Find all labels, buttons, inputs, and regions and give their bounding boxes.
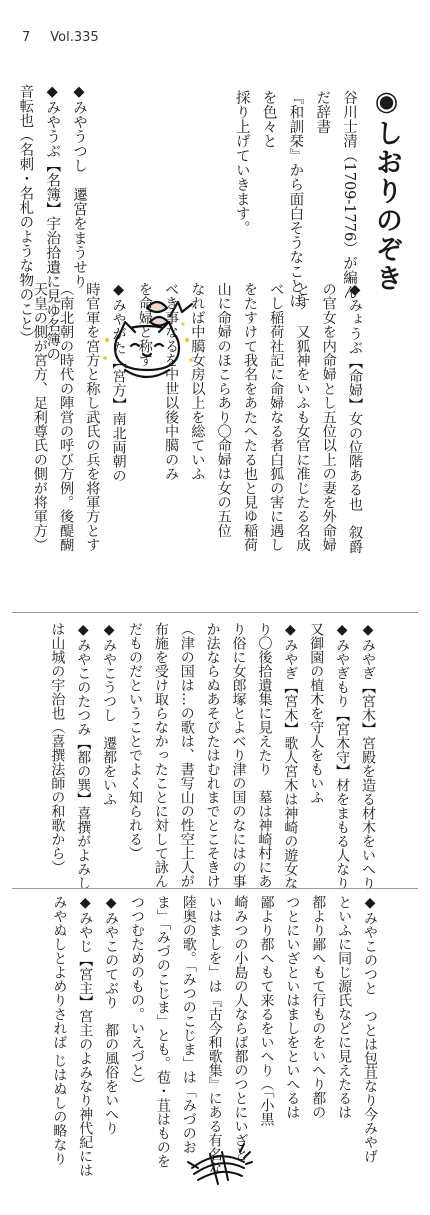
text-line: 時官軍を宮方と称し武氏の兵を将軍方とす: [84, 282, 101, 552]
text-line: り〇後拾遺集に見えたり 墓は神崎村にあ: [256, 622, 273, 888]
intro-line: 採り上げていきます。: [233, 90, 250, 235]
text-line: ◆みやがた【宮方】南北両朝の: [110, 282, 127, 483]
text-line: ◆みやぎもり【宮木守】材をまもる人なり: [334, 622, 351, 890]
text-line: か法ならぬあそびたはむれまでとこそきけ: [204, 622, 221, 888]
text-line: 布施を受け取らなかったことに対して詠ん: [152, 622, 169, 888]
text-line: ◆みやこのつと つとは包苴なり今みやげ: [362, 895, 378, 1163]
text-line: 又御園の植木を守人をもいふ: [308, 622, 325, 804]
text-line: （南北朝の時代の陣営の呼び方例。後醍醐: [58, 282, 75, 552]
section-divider: [12, 888, 418, 889]
text-line: を命婦と称す: [136, 282, 153, 368]
text-line: みやぬしとよめりされば じはぬしの略なり: [51, 895, 68, 1166]
text-line: つとにいざといはましをといへるは: [284, 895, 301, 1119]
text-line: つつむためのもの。いえづと）: [128, 895, 145, 1091]
text-line: 崎みつの小島の人ならば都のつとにいざと: [232, 895, 249, 1161]
text-line: 都より鄙へもて行ものをいへり都の: [310, 895, 327, 1119]
section-divider: [12, 612, 418, 613]
text-line: は山城の宇治也（喜撰法師の和歌から）: [49, 622, 66, 874]
text-line: なれば中臈女房以上を総ていふ: [189, 282, 206, 481]
text-line: とす 又狐神をいふも女官に准じたる名成: [294, 282, 311, 552]
title-text: しおりのぞき: [371, 119, 402, 293]
text-line: といふに同じ源氏などに見えたるは: [336, 895, 353, 1119]
text-line: 陸奥の歌。「みつのこじま」は「みづのお: [180, 895, 197, 1154]
text-line: ま」「みづのこじま」とも。苞・苴はものを: [154, 895, 171, 1168]
text-line: り俗に女郎塚とよべり津の国のなにはの事: [230, 622, 247, 888]
text-line: ◆みょうぶ【命婦】女の位階ある也 叙爵: [347, 282, 363, 554]
text-line: ◆みやこうつし 遷都をいふ: [101, 622, 118, 806]
text-line: をたすけて我名をあたへたる也と見ゆ稲荷: [241, 282, 258, 552]
text-line: いはましを」は『古今和歌集』にある有名な: [206, 895, 223, 1175]
entry-line: ◆みやうつし 遷宮をまうせり: [71, 84, 87, 289]
text-line: ◆みやこのてぶり 都の風俗をいへり: [103, 895, 120, 1135]
entry-line: 音転也（名刺・名札のような物のこと）: [17, 84, 34, 345]
intro-line: 『和訓栞』から面白そうなことばを色々と: [260, 90, 304, 308]
section-miyagi: [50, 622, 380, 890]
text-line: べき事なるを中世以後中臈のみ: [163, 282, 180, 481]
intro-text: [192, 90, 362, 312]
text-line: ◆みやこのたつみ【都の巽】喜撰がよみし: [75, 622, 92, 890]
text-line: ◆みやぎ【宮木】宮殿を造る材木をいへり: [360, 622, 376, 890]
straw-bundle-illustration: [182, 1122, 254, 1194]
text-line: 鄙より都へもて来るをいへり（「小黒: [258, 895, 275, 1126]
text-line: （津の国は…の歌は、書写山の性空上人が: [178, 622, 195, 888]
page-number: 7: [22, 30, 31, 45]
text-line: 天皇の側が宮方、足利尊氏の側が将軍方）: [31, 282, 48, 552]
text-line: ◆みやぎ【宮木】歌人宮木は神崎の遊女な: [282, 622, 299, 890]
text-line: ◆みやじ【宮主】宮主のよみなり神代紀には: [77, 895, 94, 1177]
text-line: だものだということでよく知られる）: [126, 622, 143, 860]
text-line: の官女を内命婦とし五位以上の妻を外命婦: [320, 282, 337, 552]
text-line: べし稲荷社記に命婦なる者白狐の害に遇し: [268, 282, 285, 552]
text-line: 山に命婦のほこらあり〇命婦は女の五位: [215, 282, 232, 538]
column-title: [370, 86, 402, 306]
page-header: [22, 30, 99, 45]
section-myoubu: [31, 282, 368, 604]
bullseye-icon: ◉: [371, 86, 402, 119]
volume-label: Vol.335: [50, 30, 99, 45]
intro-line: 谷川士清（1709-1776）が編んだ辞書: [314, 90, 357, 300]
entry-line: ◆みやうぶ【名簿】宇治拾遺に見ゆ名簿の: [44, 84, 61, 361]
